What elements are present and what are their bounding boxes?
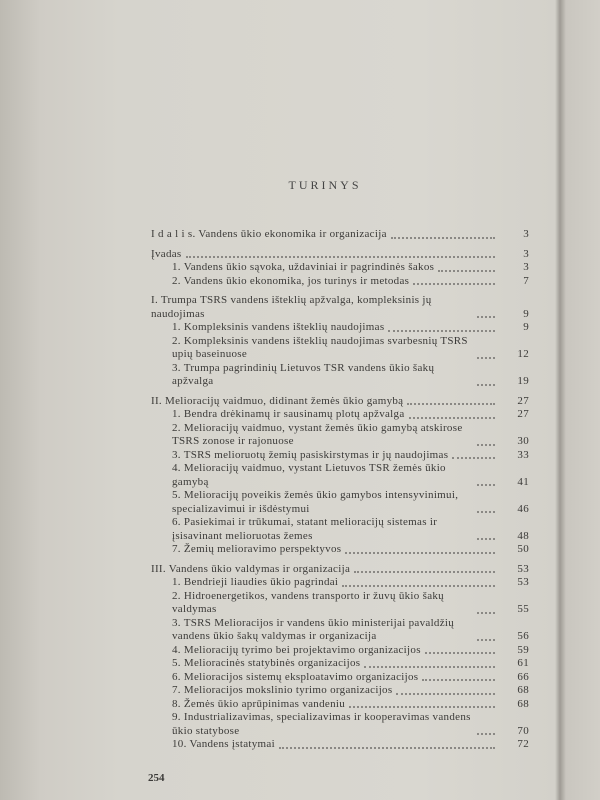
entry-title: 10. Vandens įstatymai <box>172 738 275 750</box>
entry-title: I. Trumpa TSRS vandens išteklių apžvalga, kompleksinis jų naudojimas <box>151 294 432 320</box>
entry-title: 2. Melioracijų vaidmuo, vystant žemės ūkio gamybą atskirose TSRS zonose ir rajonuose <box>172 421 463 447</box>
entry-title: 3. Trumpa pagrindinių Lietuvos TSR vandens ūkio šakų apžvalga <box>172 361 435 387</box>
dot-leader <box>345 552 495 554</box>
toc-entry <box>151 617 529 644</box>
toc-entry <box>151 644 529 658</box>
entry-title: II. Melioracijų vaidmuo, didinant žemės ūkio gamybą <box>151 394 404 407</box>
dot-leader <box>477 511 495 513</box>
entry-page: 50 <box>517 543 529 555</box>
toc-entry <box>151 684 529 698</box>
entry-title: 1. Kompleksinis vandens išteklių naudojimas <box>172 321 385 333</box>
entry-page: 3 <box>523 228 529 240</box>
entry-title: 9. Industrializavimas, specializavimas ir kooperavimas vandens ūkio statybose <box>172 711 471 737</box>
entry-title: 4. Melioracijų vaidmuo, vystant Lietuvos TSR žemės ūkio gamybą <box>172 462 446 488</box>
dot-leader <box>391 237 495 239</box>
toc-entry <box>151 738 529 752</box>
dot-leader <box>349 706 495 708</box>
dot-leader <box>477 384 495 386</box>
entry-page: 27 <box>517 408 529 420</box>
toc-entry <box>151 671 529 685</box>
toc-entry <box>151 449 529 463</box>
entry-page: 46 <box>517 502 529 515</box>
dot-leader <box>452 457 495 459</box>
entry-title: 7. Žemių melioravimo perspektyvos <box>172 543 342 555</box>
table-of-contents <box>151 222 529 752</box>
dot-leader <box>342 585 495 587</box>
entry-title: 1. Bendrieji liaudies ūkio pagrindai <box>172 576 339 588</box>
dot-leader <box>425 652 495 654</box>
entry-title: 2. Kompleksinis vandens išteklių naudojimas svarbesnių TSRS upių baseinuose <box>172 334 468 360</box>
entry-title: 1. Vandens ūkio sąvoka, uždaviniai ir pagrindinės šakos <box>172 261 435 273</box>
toc-entry <box>151 422 529 449</box>
toc-entry <box>151 408 529 422</box>
toc-heading: TURINYS <box>288 178 362 192</box>
entry-title: 6. Melioracijos sistemų eksploatavimo organizacijos <box>172 670 419 683</box>
toc-entry <box>151 489 529 516</box>
dot-leader <box>396 693 495 695</box>
dot-leader <box>477 733 495 735</box>
dot-leader <box>354 571 495 573</box>
entry-page: 72 <box>517 738 529 750</box>
dot-leader <box>407 403 495 405</box>
entry-page: 27 <box>517 394 529 407</box>
entry-page: 19 <box>517 375 529 387</box>
dot-leader <box>477 357 495 359</box>
entry-title: I d a l i s. Vandens ūkio ekonomika ir organizacija <box>151 228 387 240</box>
entry-page: 3 <box>523 247 529 260</box>
entry-page: 30 <box>517 435 529 447</box>
entry-title: 2. Vandens ūkio ekonomika, jos turinys ir metodas <box>172 274 410 287</box>
entry-page: 33 <box>517 448 529 461</box>
dot-leader <box>477 484 495 486</box>
entry-page: 41 <box>517 475 529 488</box>
dot-leader <box>422 679 495 681</box>
entry-page: 61 <box>517 657 529 669</box>
dot-leader <box>409 417 495 419</box>
toc-entry <box>151 335 529 362</box>
entry-title: 8. Žemės ūkio aprūpinimas vandeniu <box>172 697 346 710</box>
dot-leader <box>364 666 495 668</box>
entry-page: 7 <box>523 274 529 287</box>
toc-entry <box>151 516 529 543</box>
toc-entry <box>151 657 529 671</box>
toc-entry <box>151 698 529 712</box>
toc-entry <box>151 248 529 262</box>
toc-entry <box>151 228 529 242</box>
entry-title: 7. Melioracijos mokslinio tyrimo organizacijos <box>172 684 393 696</box>
toc-entry <box>151 321 529 335</box>
toc-entry <box>151 261 529 275</box>
toc-entry <box>151 590 529 617</box>
dot-leader <box>413 283 495 285</box>
page-number: 254 <box>148 772 165 784</box>
entry-page: 59 <box>517 643 529 656</box>
toc-entry <box>151 294 529 321</box>
toc-entry <box>151 711 529 738</box>
entry-title: III. Vandens ūkio valdymas ir organizacija <box>151 562 351 575</box>
entry-page: 48 <box>517 529 529 542</box>
entry-page: 55 <box>517 603 529 615</box>
entry-page: 66 <box>517 670 529 683</box>
entry-title: 3. TSRS melioruotų žemių pasiskirstymas ir jų naudojimas <box>172 448 449 461</box>
toc-entry <box>151 576 529 590</box>
entry-page: 70 <box>517 724 529 737</box>
dot-leader <box>477 316 495 318</box>
toc-entry <box>151 362 529 389</box>
entry-page: 3 <box>523 261 529 273</box>
dot-leader <box>477 444 495 446</box>
dot-leader <box>477 612 495 614</box>
entry-title: 1. Bendra drėkinamų ir sausinamų plotų apžvalga <box>172 408 405 420</box>
entry-page: 53 <box>517 562 529 575</box>
toc-entry <box>151 275 529 289</box>
dot-leader <box>477 639 495 641</box>
entry-title: 2. Hidroenergetikos, vandens transporto ir žuvų ūkio šakų valdymas <box>172 589 444 615</box>
entry-page: 9 <box>523 321 529 333</box>
entry-page: 68 <box>517 684 529 696</box>
dot-leader <box>279 747 495 749</box>
toc-entry <box>151 395 529 409</box>
dot-leader <box>477 538 495 540</box>
dot-leader <box>438 270 495 272</box>
entry-title: Įvadas <box>151 247 182 260</box>
entry-page: 68 <box>517 697 529 710</box>
entry-page: 12 <box>517 348 529 360</box>
entry-title: 5. Melioracijų poveikis žemės ūkio gamybos intensyvinimui, specializavimui ir išdėstymui <box>172 489 459 515</box>
entry-title: 3. TSRS Melioracijos ir vandens ūkio ministerijai pavaldžių vandens ūkio šakų valdymas ir organizacija <box>172 616 455 642</box>
dot-leader <box>186 256 495 258</box>
entry-page: 53 <box>517 576 529 588</box>
toc-entry <box>151 543 529 557</box>
toc-entry <box>151 462 529 489</box>
entry-title: 5. Melioracinės statybinės organizacijos <box>172 657 361 669</box>
entry-title: 4. Melioracijų tyrimo bei projektavimo organizacijos <box>172 643 421 656</box>
dot-leader <box>388 330 495 332</box>
entry-page: 56 <box>517 630 529 642</box>
toc-entry <box>151 563 529 577</box>
entry-page: 9 <box>523 307 529 320</box>
entry-title: 6. Pasiekimai ir trūkumai, statant melioracijų sistemas ir įsisavinant melioruotas žemes <box>172 516 438 542</box>
